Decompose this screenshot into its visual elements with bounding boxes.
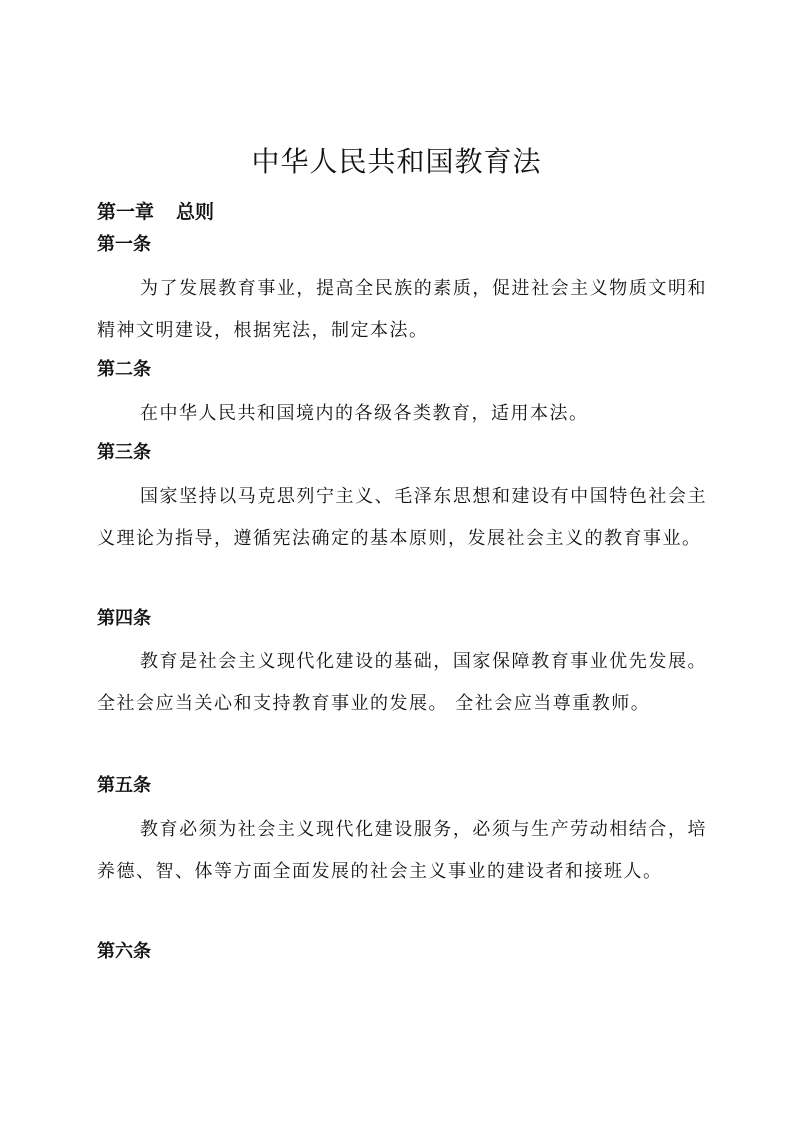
chapter-number: 第一章 [97,201,155,223]
article-2-heading: 第二条 [97,359,151,380]
article-4-text: 教育是社会主义现代化建设的基础，国家保障教育事业优先发展。 全社会应当关心和支持教育事业的发展。 全社会应当尊重教师。 [97,651,707,714]
chapter-name: 总则 [176,201,215,223]
chapter-heading [97,198,214,226]
document-title: 中华人民共和国教育法 [251,145,542,178]
article-1-text: 为了发展教育事业，提高全民族的素质，促进社会主义物质文明和精神文明建设，根据宪法，制定本法。 [97,278,707,341]
article-3-text: 国家坚持以马克思列宁主义、毛泽东思想和建设有中国特色社会主义理论为指导，遵循宪法确定的基本原则，发展社会主义的教育事业。 [97,486,707,549]
article-5-heading: 第五条 [97,775,151,796]
article-3-heading: 第三条 [97,442,151,463]
article-1-heading: 第一条 [97,234,151,255]
article-5-text: 教育必须为社会主义现代化建设服务，必须与生产劳动相结合，培养德、智、体等方面全面发展的社会主义事业的建设者和接班人。 [97,819,707,882]
article-4-heading: 第四条 [97,608,151,629]
article-2-text: 在中华人民共和国境内的各级各类教育，适用本法。 [140,403,589,424]
article-6-heading: 第六条 [97,941,151,962]
